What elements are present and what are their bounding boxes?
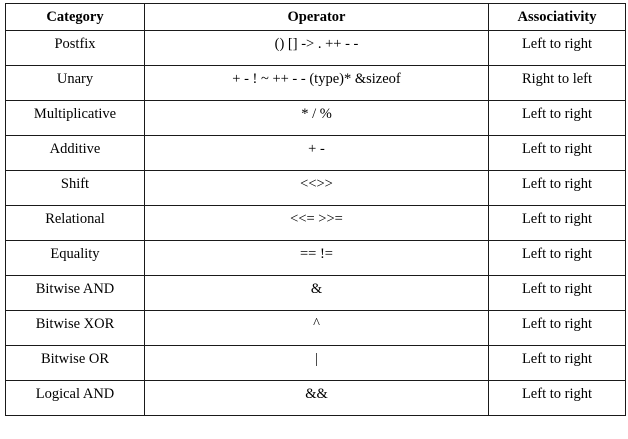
header-associativity: Associativity	[489, 4, 626, 31]
table-row	[6, 171, 626, 206]
associativity-cell: Left to right	[489, 346, 626, 381]
associativity-cell: Right to left	[489, 66, 626, 101]
operator-cell: &&	[145, 381, 489, 416]
category-cell: Postfix	[6, 31, 145, 66]
associativity-cell: Left to right	[489, 276, 626, 311]
table-row	[6, 311, 626, 346]
category-cell: Relational	[6, 206, 145, 241]
table-row	[6, 276, 626, 311]
category-cell: Unary	[6, 66, 145, 101]
operator-cell: |	[145, 346, 489, 381]
operator-cell: <<= >>=	[145, 206, 489, 241]
table-row	[6, 381, 626, 416]
table-body	[6, 31, 626, 416]
category-cell: Additive	[6, 136, 145, 171]
operator-cell: () [] -> . ++ - -	[145, 31, 489, 66]
associativity-cell: Left to right	[489, 311, 626, 346]
table-row	[6, 241, 626, 276]
category-cell: Equality	[6, 241, 145, 276]
table-row	[6, 206, 626, 241]
category-cell: Logical AND	[6, 381, 145, 416]
header-operator: Operator	[145, 4, 489, 31]
operator-cell: + - ! ~ ++ - - (type)* &sizeof	[145, 66, 489, 101]
associativity-cell: Left to right	[489, 171, 626, 206]
category-cell: Bitwise XOR	[6, 311, 145, 346]
operator-cell: ^	[145, 311, 489, 346]
table-row	[6, 31, 626, 66]
operator-cell: <<>>	[145, 171, 489, 206]
table-row	[6, 346, 626, 381]
associativity-cell: Left to right	[489, 31, 626, 66]
table-row	[6, 66, 626, 101]
table-row	[6, 101, 626, 136]
operator-cell: &	[145, 276, 489, 311]
operator-cell: + -	[145, 136, 489, 171]
operator-cell: == !=	[145, 241, 489, 276]
category-cell: Multiplicative	[6, 101, 145, 136]
category-cell: Bitwise AND	[6, 276, 145, 311]
category-cell: Bitwise OR	[6, 346, 145, 381]
associativity-cell: Left to right	[489, 241, 626, 276]
associativity-cell: Left to right	[489, 381, 626, 416]
operator-cell: * / %	[145, 101, 489, 136]
associativity-cell: Left to right	[489, 136, 626, 171]
table-header	[6, 4, 626, 31]
category-cell: Shift	[6, 171, 145, 206]
operator-precedence-table	[5, 3, 626, 416]
header-row	[6, 4, 626, 31]
associativity-cell: Left to right	[489, 101, 626, 136]
header-category: Category	[6, 4, 145, 31]
table-row	[6, 136, 626, 171]
associativity-cell: Left to right	[489, 206, 626, 241]
